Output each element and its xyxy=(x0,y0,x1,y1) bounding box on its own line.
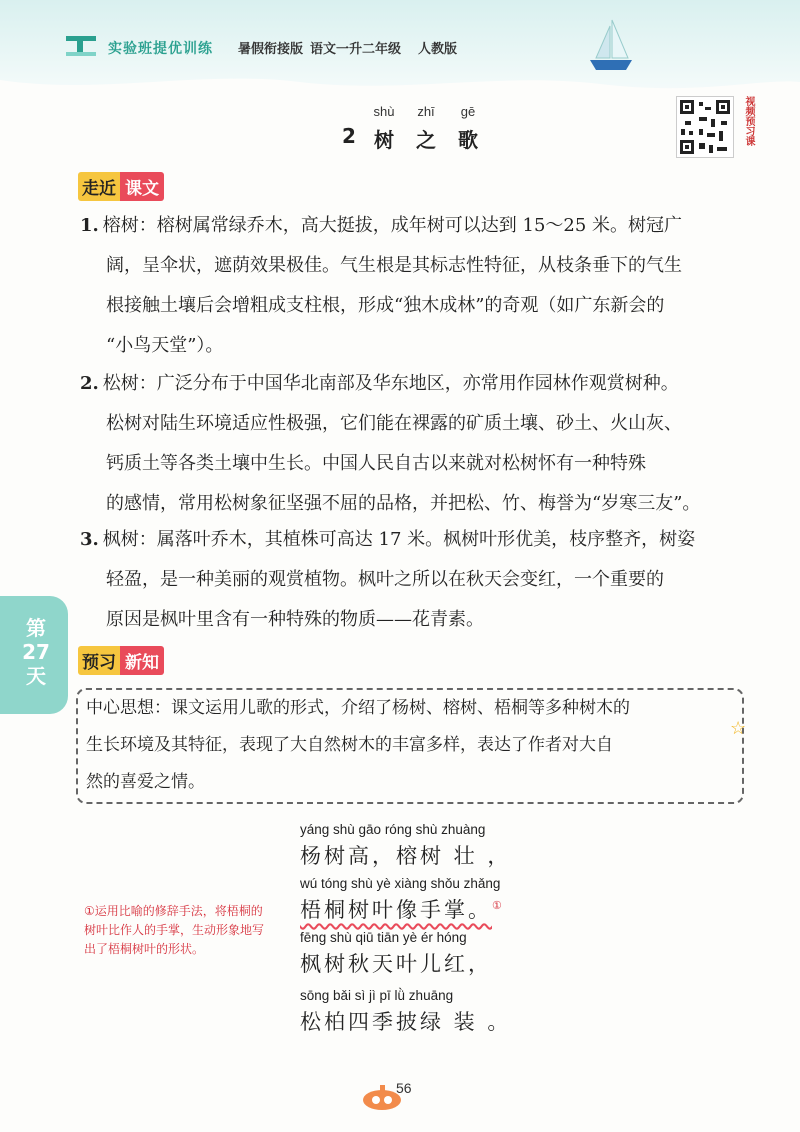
sailboat-icon xyxy=(588,18,634,74)
poem-pinyin: fēng shù qiū tiān yè ér hóng xyxy=(300,930,467,945)
item-text: 轻盈，是一种美丽的观赏植物。枫叶之所以在秋天会变红，一个重要的 xyxy=(106,569,664,590)
day-tab-line3: 天 xyxy=(26,664,46,688)
title-pinyin-3: gē xyxy=(460,104,476,119)
section-header-intro-part2: 课文 xyxy=(120,172,164,201)
item-text: 钙质土等各类土壤中生长。中国人民自古以来就对松树怀有一种特殊 xyxy=(106,453,646,474)
poem-line: 枫树秋天叶儿红， xyxy=(300,952,492,976)
logo-icon xyxy=(64,32,100,58)
qr-code-icon[interactable] xyxy=(676,96,734,158)
item-text: 阔，呈伞状，遮荫效果极佳。气生根是其标志性特征，从枝条垂下的气生 xyxy=(106,255,682,276)
section-header-preview-part1: 预习 xyxy=(78,646,120,675)
annotation-note: ①运用比喻的修辞手法，将梧桐的树叶比作人的手掌，生动形象地写出了梧桐树叶的形状。 xyxy=(84,904,265,956)
item-text: 榕树：榕树属常绿乔木，高大挺拔，成年树可以达到 15～25 米。树冠广 xyxy=(102,215,683,236)
summary-line: 然的喜爱之情。 xyxy=(86,772,205,792)
item-text: 的感情，常用松树象征坚强不屈的品格，并把松、竹、梅誉为“岁寒三友”。 xyxy=(106,493,701,514)
title-pinyin-2: zhī xyxy=(417,104,435,119)
section-header-preview xyxy=(78,646,164,674)
poem-line: 梧桐树叶像手掌。 xyxy=(300,898,492,922)
summary-line: 中心思想：课文运用儿歌的形式，介绍了杨树、榕树、梧桐等多种树木的 xyxy=(86,698,630,718)
item-number: 1. xyxy=(80,215,99,236)
poem-line-annotated xyxy=(300,894,505,924)
item-text: 原因是枫叶里含有一种特殊的物质——花青素。 xyxy=(106,609,484,630)
item-number: 3. xyxy=(80,529,99,550)
summary-line: 生长环境及其特征，表现了大自然树木的丰富多样，表达了作者对大自 xyxy=(86,735,613,755)
item-text: 松树对陆生环境适应性极强，它们能在裸露的矿质土壤、砂土、火山灰、 xyxy=(106,413,682,434)
star-icon: ☆ xyxy=(730,718,747,739)
lesson-number: 2 xyxy=(342,124,356,148)
list-item xyxy=(80,206,760,366)
day-tab-label xyxy=(18,616,54,688)
title-char-3: 歌 xyxy=(458,128,478,152)
day-tab-line1: 第 xyxy=(26,616,46,640)
title-pinyin-1: shù xyxy=(373,104,395,119)
publisher-label: 人教版 xyxy=(418,42,458,57)
section-header-intro xyxy=(78,172,164,200)
footnote-mark: ① xyxy=(492,899,505,912)
edition-label: 暑假衔接版 xyxy=(238,42,304,57)
day-tab-line2: 27 xyxy=(22,640,50,664)
poem-pinyin: wú tóng shù yè xiàng shǒu zhǎng xyxy=(300,876,501,891)
item-text: “小鸟天堂”）。 xyxy=(106,335,224,356)
poem-line: 杨树高，榕树 壮 ， xyxy=(300,844,512,868)
list-item xyxy=(80,364,760,524)
title-char-2: 之 xyxy=(416,128,436,152)
section-header-intro-part1: 走近 xyxy=(78,172,120,201)
grade-label: 语文一升二年级 xyxy=(310,42,402,57)
list-item xyxy=(80,520,760,640)
poem-line: 松柏四季披绿 装 。 xyxy=(300,1010,512,1034)
poem-pinyin: sōng bǎi sì jì pī lǜ zhuāng xyxy=(300,988,454,1003)
brand-name: 实验班提优训练 xyxy=(108,41,213,57)
item-text: 根接触土壤后会增粗成支柱根，形成“独木成林”的奇观（如广东新会的 xyxy=(106,295,665,316)
item-number: 2. xyxy=(80,373,99,394)
item-text: 松树：广泛分布于中国华北南部及华东地区，亦常用作园林作观赏树种。 xyxy=(102,373,679,394)
page-number: 56 xyxy=(396,1080,412,1096)
qr-caption: 视频预习课 xyxy=(743,96,754,146)
poem-pinyin: yáng shù gāo róng shù zhuàng xyxy=(300,822,486,837)
item-text: 枫树：属落叶乔木，其植株可高达 17 米。枫树叶形优美，枝序整齐，树姿 xyxy=(102,529,696,550)
title-char-1: 树 xyxy=(374,128,394,152)
section-header-preview-part2: 新知 xyxy=(120,646,164,675)
